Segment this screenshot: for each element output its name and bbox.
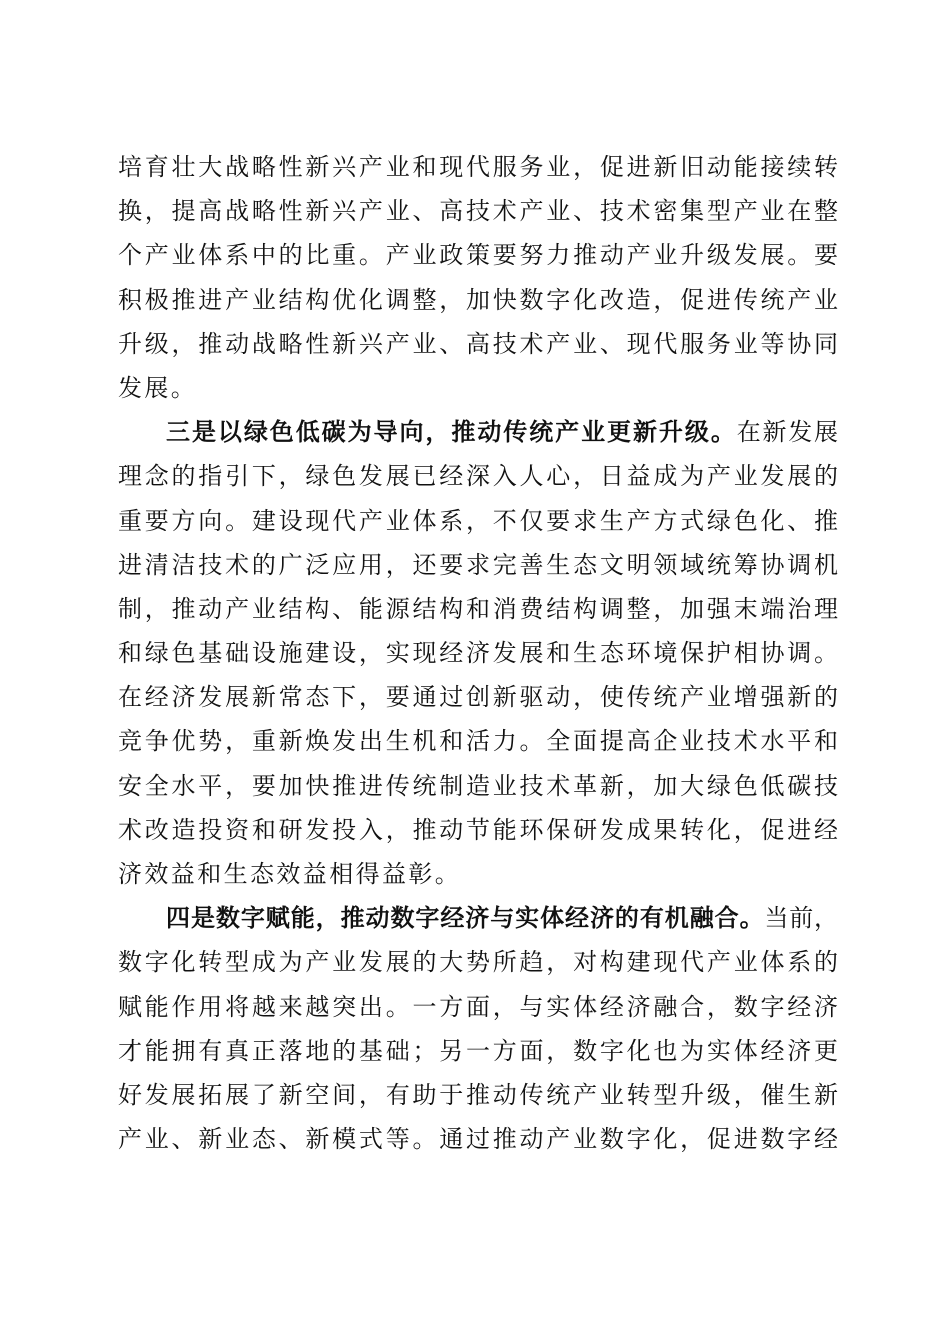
- text-line: 重要方向。建设现代产业体系，不仅要求生产方式绿色化、推: [118, 506, 838, 535]
- document-body: [118, 145, 838, 1161]
- paragraph-first-line: [118, 410, 838, 454]
- paragraph: [118, 410, 838, 896]
- text-line: 安全水平，要加快推进传统制造业技术革新，加大绿色低碳技: [118, 771, 838, 800]
- text-line: 赋能作用将越来越突出。一方面，与实体经济融合，数字经济: [118, 992, 838, 1021]
- paragraph-first-line: [118, 896, 838, 940]
- paragraph-lead-sentence: 四是数字赋能，推动数字经济与实体经济的有机融合。: [166, 903, 765, 933]
- text-line: 积极推进产业结构优化调整，加快数字化改造，促进传统产业: [118, 285, 838, 314]
- text-line: 制，推动产业结构、能源结构和消费结构调整，加强末端治理: [118, 594, 838, 623]
- text-line: 发展。: [118, 373, 198, 402]
- text-line: 数字化转型成为产业发展的大势所趋，对构建现代产业体系的: [118, 948, 838, 977]
- text-line: 术改造投资和研发投入，推动节能环保研发成果转化，促进经: [118, 815, 838, 844]
- text-line: 和绿色基础设施建设，实现经济发展和生态环境保护相协调。: [118, 639, 838, 668]
- text-line: 个产业体系中的比重。产业政策要努力推动产业升级发展。要: [118, 241, 838, 270]
- text-line: 换，提高战略性新兴产业、高技术产业、技术密集型产业在整: [118, 197, 838, 226]
- text-line: 好发展拓展了新空间，有助于推动传统产业转型升级，催生新: [118, 1080, 838, 1109]
- text-line: 才能拥有真正落地的基础；另一方面，数字化也为实体经济更: [118, 1036, 838, 1065]
- text-line: 在经济发展新常态下，要通过创新驱动，使传统产业增强新的: [118, 683, 838, 712]
- paragraph-lead-sentence: 三是以绿色低碳为导向，推动传统产业更新升级。: [166, 417, 737, 447]
- text-line: 升级，推动战略性新兴产业、高技术产业、现代服务业等协同: [118, 329, 838, 358]
- paragraph: [118, 896, 838, 1161]
- text-line: 培育壮大战略性新兴产业和现代服务业，促进新旧动能接续转: [118, 153, 838, 181]
- text-line: 济效益和生态效益相得益彰。: [118, 860, 462, 888]
- text-span: 在新发展: [736, 418, 838, 447]
- text-line: 理念的指引下，绿色发展已经深入人心，日益成为产业发展的: [118, 462, 838, 491]
- text-line: 竞争优势，重新焕发出生机和活力。全面提高企业技术水平和: [118, 727, 838, 756]
- text-line: 进清洁技术的广泛应用，还要求完善生态文明领域统筹协调机: [118, 550, 838, 579]
- text-line: 产业、新业态、新模式等。通过推动产业数字化，促进数字经: [118, 1125, 838, 1154]
- text-span: 当前，: [764, 904, 838, 933]
- paragraph: [118, 145, 838, 410]
